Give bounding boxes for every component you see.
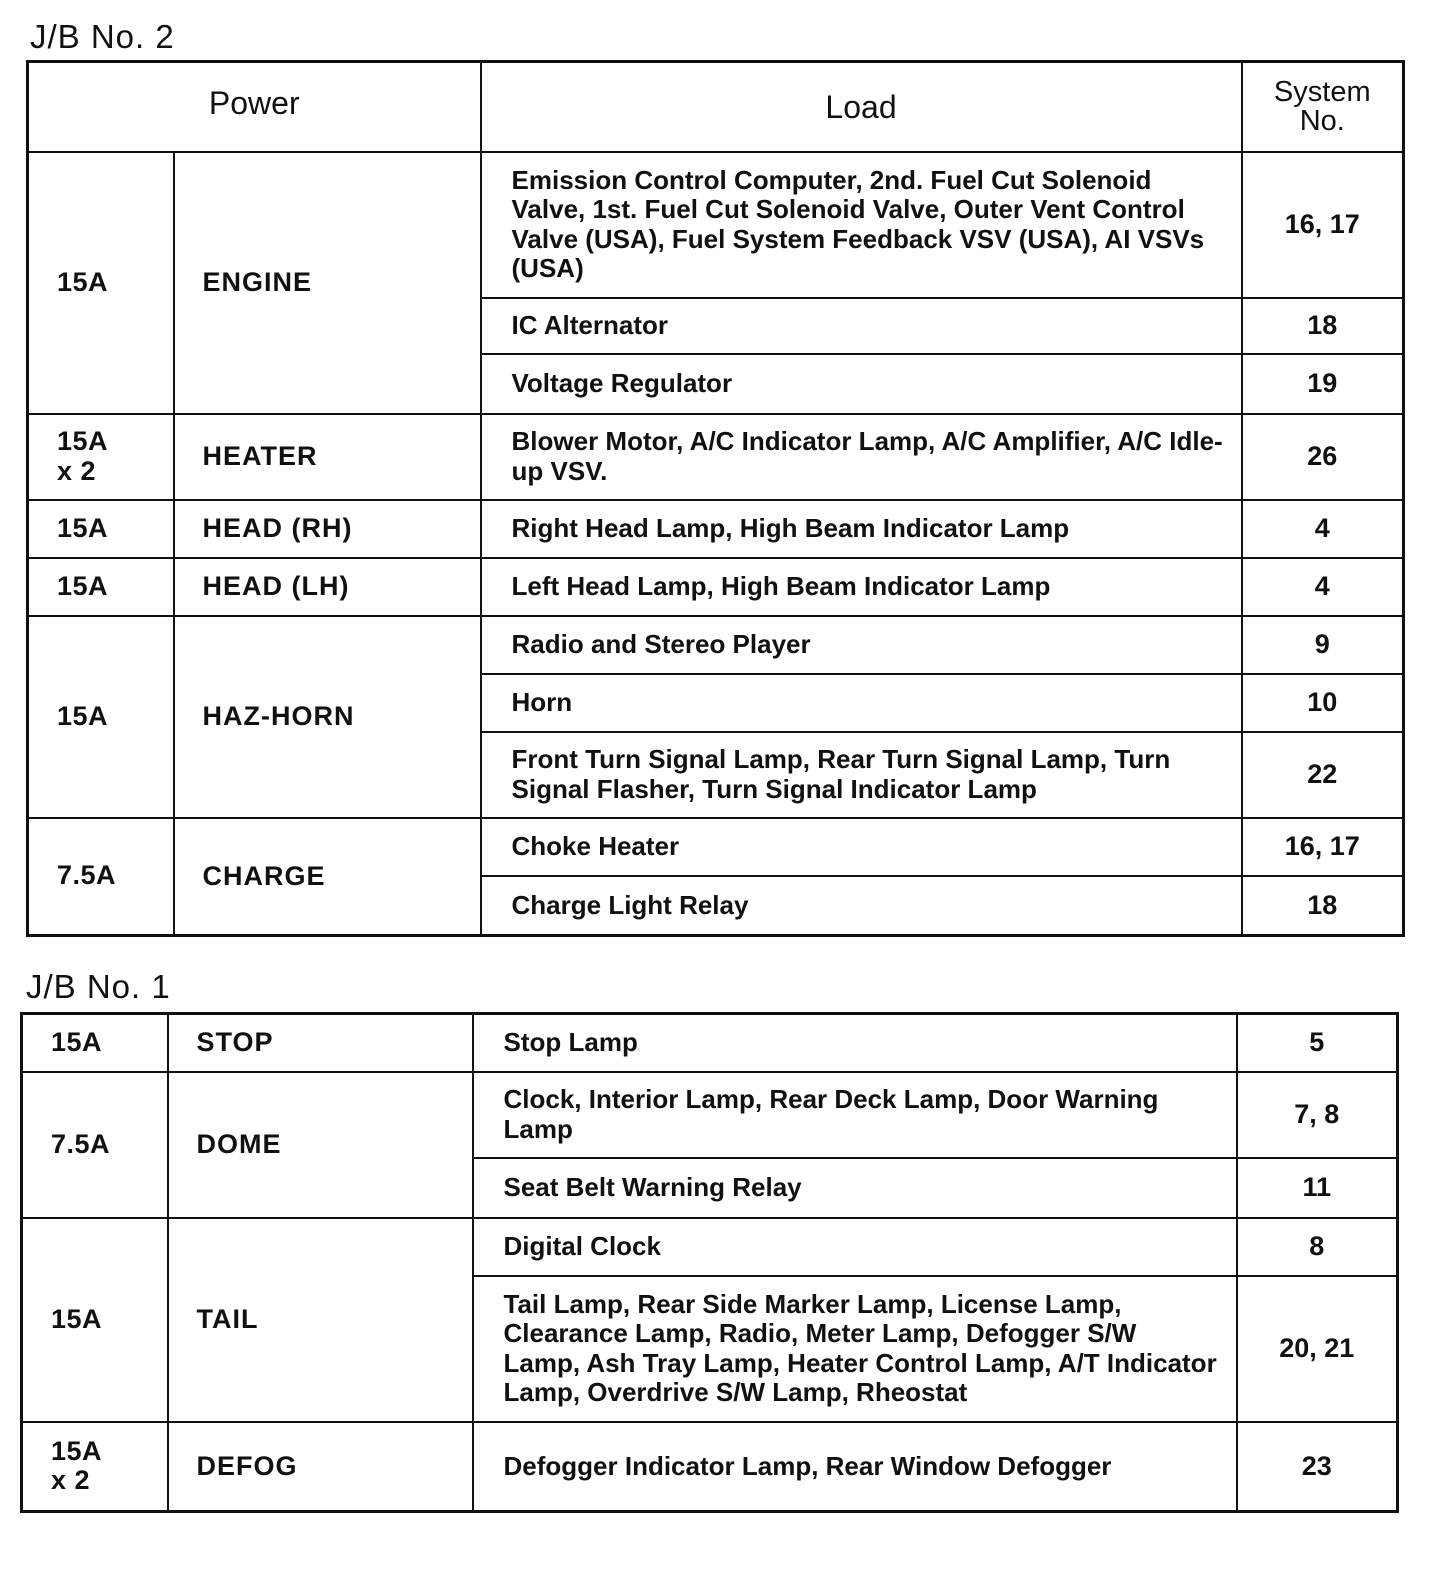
system-number: 5 <box>1237 1014 1398 1072</box>
amperage-line: 15A <box>57 700 109 731</box>
system-number: 4 <box>1242 500 1404 558</box>
fuse-name: HEAD (RH) <box>174 500 481 558</box>
fuse-row <box>28 616 1404 674</box>
load-description: Emission Control Computer, 2nd. Fuel Cut Solenoid Valve, 1st. Fuel Cut Solenoid Valve, Outer Vent Control Valve (USA), Fuel System Feedback VSV (USA), AI VSVs (USA) <box>481 152 1242 298</box>
jb2-body <box>28 152 1404 936</box>
system-number: 23 <box>1237 1422 1398 1512</box>
fuse-amperage <box>28 616 174 818</box>
system-number: 19 <box>1242 354 1404 414</box>
amperage-line: 15A <box>57 512 109 543</box>
fuse-row <box>28 558 1404 616</box>
load-description: Blower Motor, A/C Indicator Lamp, A/C Amplifier, A/C Idle-up VSV. <box>481 414 1242 500</box>
system-no-header <box>1242 62 1404 152</box>
amperage-line: x 2 <box>51 1465 91 1496</box>
fuse-row <box>22 1422 1398 1512</box>
fuse-name: DOME <box>168 1072 473 1218</box>
fuse-amperage <box>28 152 174 414</box>
system-number: 11 <box>1237 1158 1398 1218</box>
load-description: Right Head Lamp, High Beam Indicator Lamp <box>481 500 1242 558</box>
jb1-fuse-table <box>20 1012 1399 1513</box>
amperage-line: 15A <box>57 266 109 297</box>
amperage-line: 7.5A <box>51 1128 111 1159</box>
fuse-name: HAZ-HORN <box>174 616 481 818</box>
system-number: 4 <box>1242 558 1404 616</box>
amperage-line: 15A <box>57 570 109 601</box>
amperage-line: 15A <box>51 1435 103 1466</box>
fuse-row <box>28 818 1404 876</box>
amperage-line: 15A <box>57 425 109 456</box>
load-description: Horn <box>481 674 1242 732</box>
fuse-row <box>28 500 1404 558</box>
fuse-amperage <box>22 1218 168 1422</box>
fuse-name: HEAD (LH) <box>174 558 481 616</box>
fuse-amperage <box>22 1422 168 1512</box>
system-number: 26 <box>1242 414 1404 500</box>
system-number: 18 <box>1242 876 1404 936</box>
load-description: Front Turn Signal Lamp, Rear Turn Signal Lamp, Turn Signal Flasher, Turn Signal Indicator Lamp <box>481 732 1242 818</box>
power-header: Power <box>28 62 481 152</box>
amperage-line: 15A <box>51 1303 103 1334</box>
load-description: Voltage Regulator <box>481 354 1242 414</box>
jb2-title: J/B No. 2 <box>30 18 175 55</box>
fuse-name: HEATER <box>174 414 481 500</box>
system-header-line2: No. <box>1299 104 1345 137</box>
fuse-amperage <box>22 1072 168 1218</box>
system-number: 10 <box>1242 674 1404 732</box>
load-description: Charge Light Relay <box>481 876 1242 936</box>
amperage-line: 15A <box>51 1026 103 1057</box>
load-description: Clock, Interior Lamp, Rear Deck Lamp, Door Warning Lamp <box>473 1072 1237 1158</box>
system-number: 20, 21 <box>1237 1276 1398 1422</box>
system-number: 7, 8 <box>1237 1072 1398 1158</box>
load-description: Left Head Lamp, High Beam Indicator Lamp <box>481 558 1242 616</box>
load-description: Tail Lamp, Rear Side Marker Lamp, License Lamp, Clearance Lamp, Radio, Meter Lamp, Defogger S/W Lamp, Ash Tray Lamp, Heater Control Lamp, A/T Indicator Lamp, Overdrive S/W Lamp, Rheostat <box>473 1276 1237 1422</box>
fuse-row <box>22 1072 1398 1158</box>
load-description: Choke Heater <box>481 818 1242 876</box>
fuse-row <box>22 1014 1398 1072</box>
fuse-row <box>28 152 1404 298</box>
fuse-name: CHARGE <box>174 818 481 936</box>
load-header: Load <box>481 62 1242 152</box>
load-description: Defogger Indicator Lamp, Rear Window Defogger <box>473 1422 1237 1512</box>
system-number: 16, 17 <box>1242 152 1404 298</box>
jb1-title: J/B No. 1 <box>26 968 171 1005</box>
load-description: IC Alternator <box>481 298 1242 354</box>
fuse-amperage <box>22 1014 168 1072</box>
fuse-name: DEFOG <box>168 1422 473 1512</box>
fuse-amperage <box>28 818 174 936</box>
fuse-amperage <box>28 558 174 616</box>
system-number: 18 <box>1242 298 1404 354</box>
system-number: 16, 17 <box>1242 818 1404 876</box>
amperage-line: 7.5A <box>57 860 117 891</box>
load-description: Radio and Stereo Player <box>481 616 1242 674</box>
fuse-name: TAIL <box>168 1218 473 1422</box>
jb2-fuse-table <box>26 60 1405 937</box>
system-number: 8 <box>1237 1218 1398 1276</box>
jb1-body <box>22 1014 1398 1512</box>
fuse-row <box>22 1218 1398 1276</box>
load-description: Stop Lamp <box>473 1014 1237 1072</box>
system-header-line1: System <box>1273 75 1371 108</box>
fuse-amperage <box>28 500 174 558</box>
amperage-line: x 2 <box>57 455 97 486</box>
load-description: Digital Clock <box>473 1218 1237 1276</box>
fuse-row <box>28 414 1404 500</box>
fuse-name: ENGINE <box>174 152 481 414</box>
system-number: 9 <box>1242 616 1404 674</box>
fuse-amperage <box>28 414 174 500</box>
fuse-name: STOP <box>168 1014 473 1072</box>
load-description: Seat Belt Warning Relay <box>473 1158 1237 1218</box>
system-number: 22 <box>1242 732 1404 818</box>
